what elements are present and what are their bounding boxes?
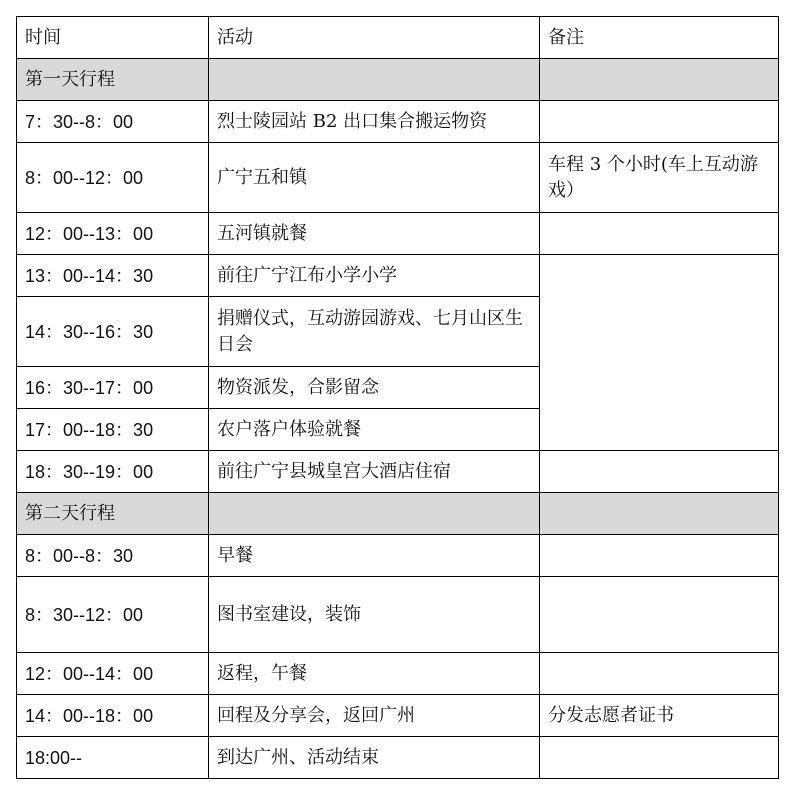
table-row xyxy=(17,143,779,213)
time-cell: 7：30--8：00 xyxy=(17,101,209,143)
time-cell: 8：00--12：00 xyxy=(17,143,209,213)
note-cell xyxy=(540,737,779,779)
time-cell: 12：00--13：00 xyxy=(17,213,209,255)
time-cell: 16：30--17：00 xyxy=(17,367,209,409)
note-cell xyxy=(540,213,779,255)
table-row xyxy=(17,451,779,493)
note-cell: 分发志愿者证书 xyxy=(540,695,779,737)
activity-cell: 物资派发，合影留念 xyxy=(209,367,540,409)
header-time: 时间 xyxy=(17,17,209,59)
day-blank-cell xyxy=(540,493,779,535)
activity-cell: 五河镇就餐 xyxy=(209,213,540,255)
time-cell: 14：30--16：30 xyxy=(17,297,209,367)
note-cell-merged xyxy=(540,255,779,451)
table-row xyxy=(17,255,779,297)
activity-cell: 到达广州、活动结束 xyxy=(209,737,540,779)
activity-cell: 广宁五和镇 xyxy=(209,143,540,213)
activity-cell: 前往广宁江布小学小学 xyxy=(209,255,540,297)
day-title: 第一天行程 xyxy=(17,59,209,101)
note-cell xyxy=(540,577,779,653)
header-row xyxy=(17,17,779,59)
day-blank-cell xyxy=(209,59,540,101)
time-cell: 14：00--18：00 xyxy=(17,695,209,737)
header-activity: 活动 xyxy=(209,17,540,59)
time-cell: 8：00--8：30 xyxy=(17,535,209,577)
table-row xyxy=(17,535,779,577)
activity-cell: 烈士陵园站 B2 出口集合搬运物资 xyxy=(209,101,540,143)
note-cell xyxy=(540,451,779,493)
table-row xyxy=(17,101,779,143)
activity-cell: 早餐 xyxy=(209,535,540,577)
day-title: 第二天行程 xyxy=(17,493,209,535)
activity-cell: 回程及分享会，返回广州 xyxy=(209,695,540,737)
activity-cell: 捐赠仪式，互动游园游戏、七月山区生日会 xyxy=(209,297,540,367)
table-row xyxy=(17,577,779,653)
day-blank-cell xyxy=(540,59,779,101)
note-cell xyxy=(540,101,779,143)
table-row xyxy=(17,653,779,695)
note-cell: 车程 3 个小时(车上互动游戏） xyxy=(540,143,779,213)
header-note: 备注 xyxy=(540,17,779,59)
table-row xyxy=(17,737,779,779)
time-cell: 18:00-- xyxy=(17,737,209,779)
time-cell: 12：00--14：00 xyxy=(17,653,209,695)
table-row xyxy=(17,695,779,737)
note-cell xyxy=(540,653,779,695)
activity-cell: 农户落户体验就餐 xyxy=(209,409,540,451)
time-cell: 18：30--19：00 xyxy=(17,451,209,493)
note-cell xyxy=(540,535,779,577)
activity-cell: 图书室建设，装饰 xyxy=(209,577,540,653)
day-row xyxy=(17,59,779,101)
time-cell: 8：30--12：00 xyxy=(17,577,209,653)
schedule-table xyxy=(16,16,779,779)
table-row xyxy=(17,213,779,255)
time-cell: 13：00--14：30 xyxy=(17,255,209,297)
day-blank-cell xyxy=(209,493,540,535)
activity-cell: 返程，午餐 xyxy=(209,653,540,695)
time-cell: 17：00--18：30 xyxy=(17,409,209,451)
activity-cell: 前往广宁县城皇宫大酒店住宿 xyxy=(209,451,540,493)
day-row xyxy=(17,493,779,535)
